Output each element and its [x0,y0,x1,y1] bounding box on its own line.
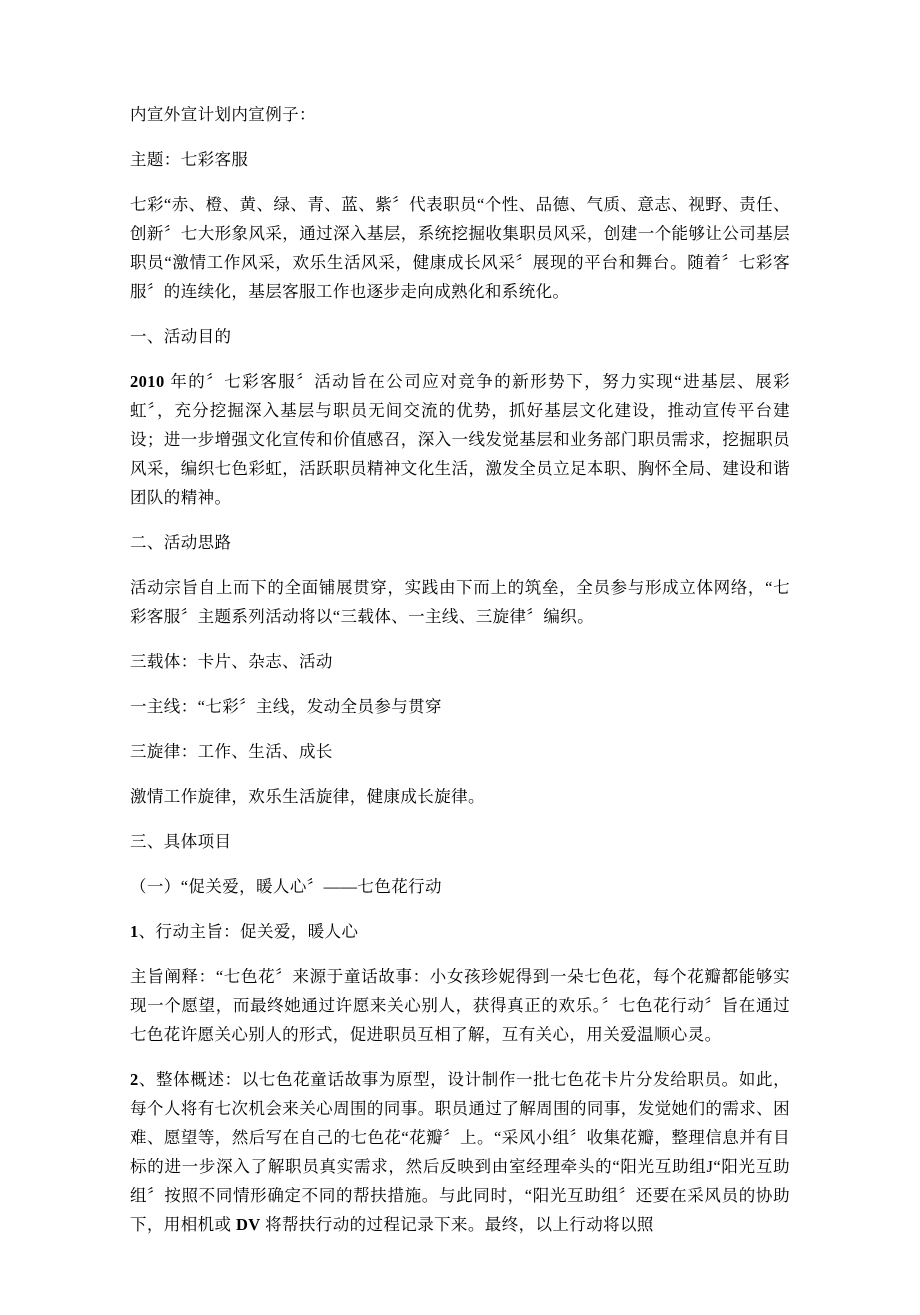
section-heading-activity-idea [130,528,790,557]
paragraph-text-bold: DV [235,1215,261,1234]
action-aim-line [130,917,790,946]
three-carriers-line [130,647,790,676]
paragraph-text: 一、活动目的 [130,327,232,346]
paragraph-text-bold: 2010 [130,372,165,391]
overall-overview-paragraph [130,1065,790,1239]
section-heading-specific-projects [130,827,790,856]
activity-idea-paragraph [130,573,790,631]
activity-purpose-paragraph [130,367,790,512]
paragraph-text: 、整体概述：以七色花童话故事为原型，设计制作一批七色花卡片分发给职员。如此，每个人将有七次机会来关心周围的同事。职员通过了解周围的同事，发觉她们的需求、困难、愿望等，然后写在自己的七色花“花瓣〞上。“采风小组〞收集花瓣，整理信息并有目标的进一步深入了解职员真实需求，然后反映到由室经理牵头的“阳光互助组J“阳光互助组〞按照不同情形确定不同的帮扶措施。与此同时，“阳光互助组〞还要在采风员的协助下，用相机或 [130,1070,790,1234]
intro-paragraph [130,190,790,306]
paragraph-text: 年的〞七彩客服〞活动旨在公司应对竞争的新形势下，努力实现“进基层、展彩虹〞，充分挖掘深入基层与职员无间交流的优势，抓好基层文化建设，推动宣传平台建设；进一步增强文化宣传和价值感召，深入一线发觉基层和业务部门职员需求，挖掘职员风采，编织七色彩虹，活跃职员精神文化生活，激发全员立足本职、胸怀全局、建设和谐团队的精神。 [130,372,790,507]
document-title-line [130,100,790,129]
paragraph-text-bold: 1 [130,922,139,941]
paragraph-text: 内宣外宣计划内宣例子： [130,105,316,124]
project-one-heading [130,872,790,901]
paragraph-text: 主旨阐释：“七色花〞来源于童话故事：小女孩珍妮得到一朵七色花，每个花瓣都能够实现一个愿望，而最终她通过许愿来关心别人，获得真正的欢乐。〞七色花行动〞旨在通过七色花许愿关心别人的形式，促进职员互相了解，互有关心，用关爱温顺心灵。 [130,967,790,1044]
paragraph-text: 三旋律：工作、生活、成长 [130,742,333,761]
three-melodies-line [130,737,790,766]
paragraph-text: 一主线：“七彩〞主线，发动全员参与贯穿 [130,697,442,716]
paragraph-text: 七彩“赤、橙、黄、绿、青、蓝、紫〞代表职员“个性、品德、气质、意志、视野、责任、创新〞七大形象风采，通过深入基层，系统挖掘收集职员风采，创建一个能够让公司基层职员“激情工作风采，欢乐生活风采，健康成长风采〞展现的平台和舞台。随着〞七彩客服〞的连续化，基层客服工作也逐步走向成熟化和系统化。 [130,195,790,301]
paragraph-text: 主题：七彩客服 [130,150,249,169]
one-mainline-line [130,692,790,721]
paragraph-text: （一）“促关爱，暖人心〞——七色花行动 [130,877,442,896]
theme-line [130,145,790,174]
paragraph-text: 三载体：卡片、杂志、活动 [130,652,333,671]
paragraph-text: 二、活动思路 [130,533,232,552]
section-heading-activity-purpose [130,322,790,351]
melodies-description-line [130,782,790,811]
paragraph-text: 将帮扶行动的过程记录下来。最终，以上行动将以照 [260,1215,654,1234]
paragraph-text: 三、具体项目 [130,832,232,851]
paragraph-text: 激情工作旋律，欢乐生活旋律，健康成长旋律。 [130,787,485,806]
paragraph-text: 活动宗旨自上而下的全面铺展贯穿，实践由下而上的筑垒，全员参与形成立体网络，“七彩客服〞主题系列活动将以“三载体、一主线、三旋律〞编织。 [130,578,790,626]
aim-explanation-paragraph [130,962,790,1049]
paragraph-text: 、行动主旨：促关爱，暖人心 [138,922,359,941]
paragraph-text-bold: 2 [130,1070,139,1089]
